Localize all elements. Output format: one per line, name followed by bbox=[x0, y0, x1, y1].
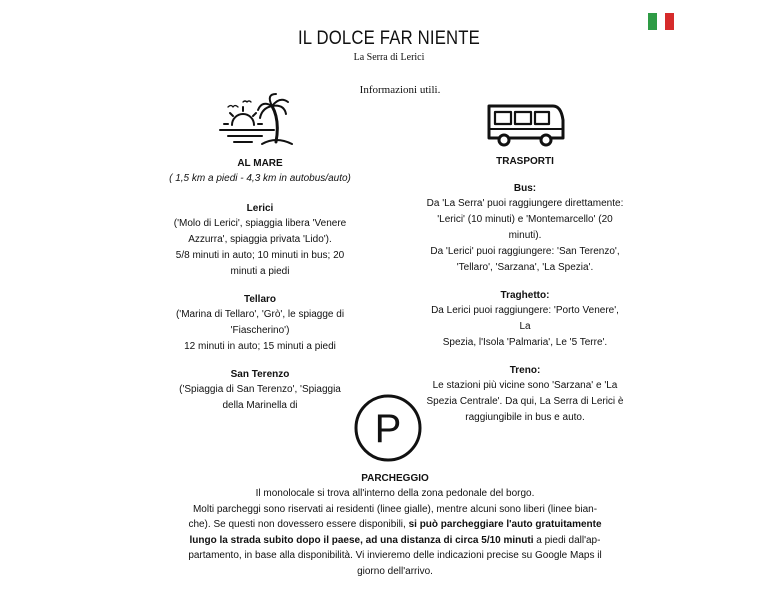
parking-letter: P bbox=[374, 407, 402, 451]
place-block bbox=[165, 203, 355, 280]
transport-name: Treno: bbox=[509, 365, 541, 376]
place-name: Lerici bbox=[246, 203, 274, 214]
page-subtitle: La Serra di Lerici bbox=[353, 52, 425, 63]
parking-line bbox=[180, 486, 610, 502]
place-line: ('Spiaggia di San Terenzo', 'Spiaggia bbox=[179, 384, 341, 395]
italy-flag-icon bbox=[648, 13, 674, 30]
transport-line: 'Lerici' (10 minuti) e 'Montemarcello' (20 bbox=[437, 214, 613, 225]
transport-block bbox=[425, 290, 625, 351]
parking-line bbox=[180, 533, 610, 549]
place-line: Azzurra', spiaggia privata 'Lido'). bbox=[188, 234, 332, 245]
parking-line bbox=[180, 564, 610, 580]
parking-icon bbox=[352, 392, 424, 464]
parking-bold-text: si può parcheggiare l'auto gratuitamente bbox=[408, 519, 602, 530]
beach-sunset-icon bbox=[218, 92, 296, 148]
transport-line: 'Tellaro', 'Sarzana', 'La Spezia'. bbox=[456, 262, 594, 273]
parking-text: Il monolocale si trova all'interno della zona pedonale del borgo. bbox=[255, 488, 535, 499]
transport-line: Spezia Centrale'. Da qui, La Serra di Lerici è bbox=[426, 396, 624, 407]
transport-line: minuti). bbox=[508, 230, 542, 241]
transport-line: Da Lerici puoi raggiungere: 'Porto Venere', La bbox=[431, 305, 619, 332]
place-block bbox=[165, 294, 355, 355]
mare-heading: AL MARE bbox=[237, 158, 283, 169]
bus-icon bbox=[486, 102, 566, 148]
transport-line: Da 'La Serra' puoi raggiungere direttamente: bbox=[426, 198, 624, 209]
parking-text: che). Se questi non dovessero essere disponibili, bbox=[188, 519, 409, 530]
transport-name: Bus: bbox=[513, 183, 537, 194]
parcheggio-section bbox=[180, 473, 610, 579]
transport-name: Traghetto: bbox=[500, 290, 550, 301]
transport-block bbox=[425, 183, 625, 276]
place-line: minuti a piedi bbox=[230, 266, 290, 277]
place-line: 5/8 minuti in auto; 10 minuti in bus; 20 bbox=[175, 250, 345, 261]
parking-text: giorno dell'arrivo. bbox=[357, 565, 433, 577]
info-heading: Informazioni utili. bbox=[359, 84, 441, 96]
place-line: della Marinella di bbox=[222, 400, 298, 411]
mare-section bbox=[165, 158, 355, 414]
mare-distance: ( 1,5 km a piedi - 4,3 km in autobus/auto) bbox=[169, 173, 351, 184]
parking-bold-text: lungo la strada subito dopo il paese, ad una distanza di circa 5/10 minuti bbox=[189, 534, 534, 546]
transport-block bbox=[425, 365, 625, 426]
place-line: 12 minuti in auto; 15 minuti a piedi bbox=[184, 341, 336, 352]
parking-text: a piedi dall'ap- bbox=[533, 534, 601, 546]
parking-text: Molti parcheggi sono riservati ai residenti (linee gialle), mentre alcuni sono liberi (linee bian- bbox=[192, 503, 598, 515]
transport-line: Spezia, l'Isola 'Palmaria', Le '5 Terre'. bbox=[442, 337, 608, 348]
parking-text: partamento, in base alla disponibilità. Vi invieremo delle indicazioni precise su Google Maps il bbox=[188, 550, 602, 561]
place-line: ('Marina di Tellaro', 'Grò', le spiagge di bbox=[175, 309, 345, 320]
place-name: San Terenzo bbox=[230, 369, 290, 380]
place-line: ('Molo di Lerici', spiaggia libera 'Venere bbox=[173, 218, 347, 229]
transport-line: raggiungibile in bus e auto. bbox=[465, 412, 585, 423]
page-title: IL DOLCE FAR NIENTE bbox=[297, 28, 481, 49]
parking-line bbox=[180, 517, 610, 533]
transport-line: Da 'Lerici' puoi raggiungere: 'San Terenzo', bbox=[430, 246, 620, 257]
trasporti-section bbox=[425, 156, 625, 426]
place-block bbox=[165, 369, 355, 414]
parking-line bbox=[180, 548, 610, 564]
parcheggio-heading: PARCHEGGIO bbox=[361, 473, 429, 484]
trasporti-heading: TRASPORTI bbox=[496, 156, 554, 167]
place-name: Tellaro bbox=[243, 294, 277, 305]
parking-line bbox=[180, 502, 610, 518]
place-line: 'Fiascherino') bbox=[230, 325, 290, 336]
transport-line: Le stazioni più vicine sono 'Sarzana' e 'La bbox=[432, 380, 618, 391]
